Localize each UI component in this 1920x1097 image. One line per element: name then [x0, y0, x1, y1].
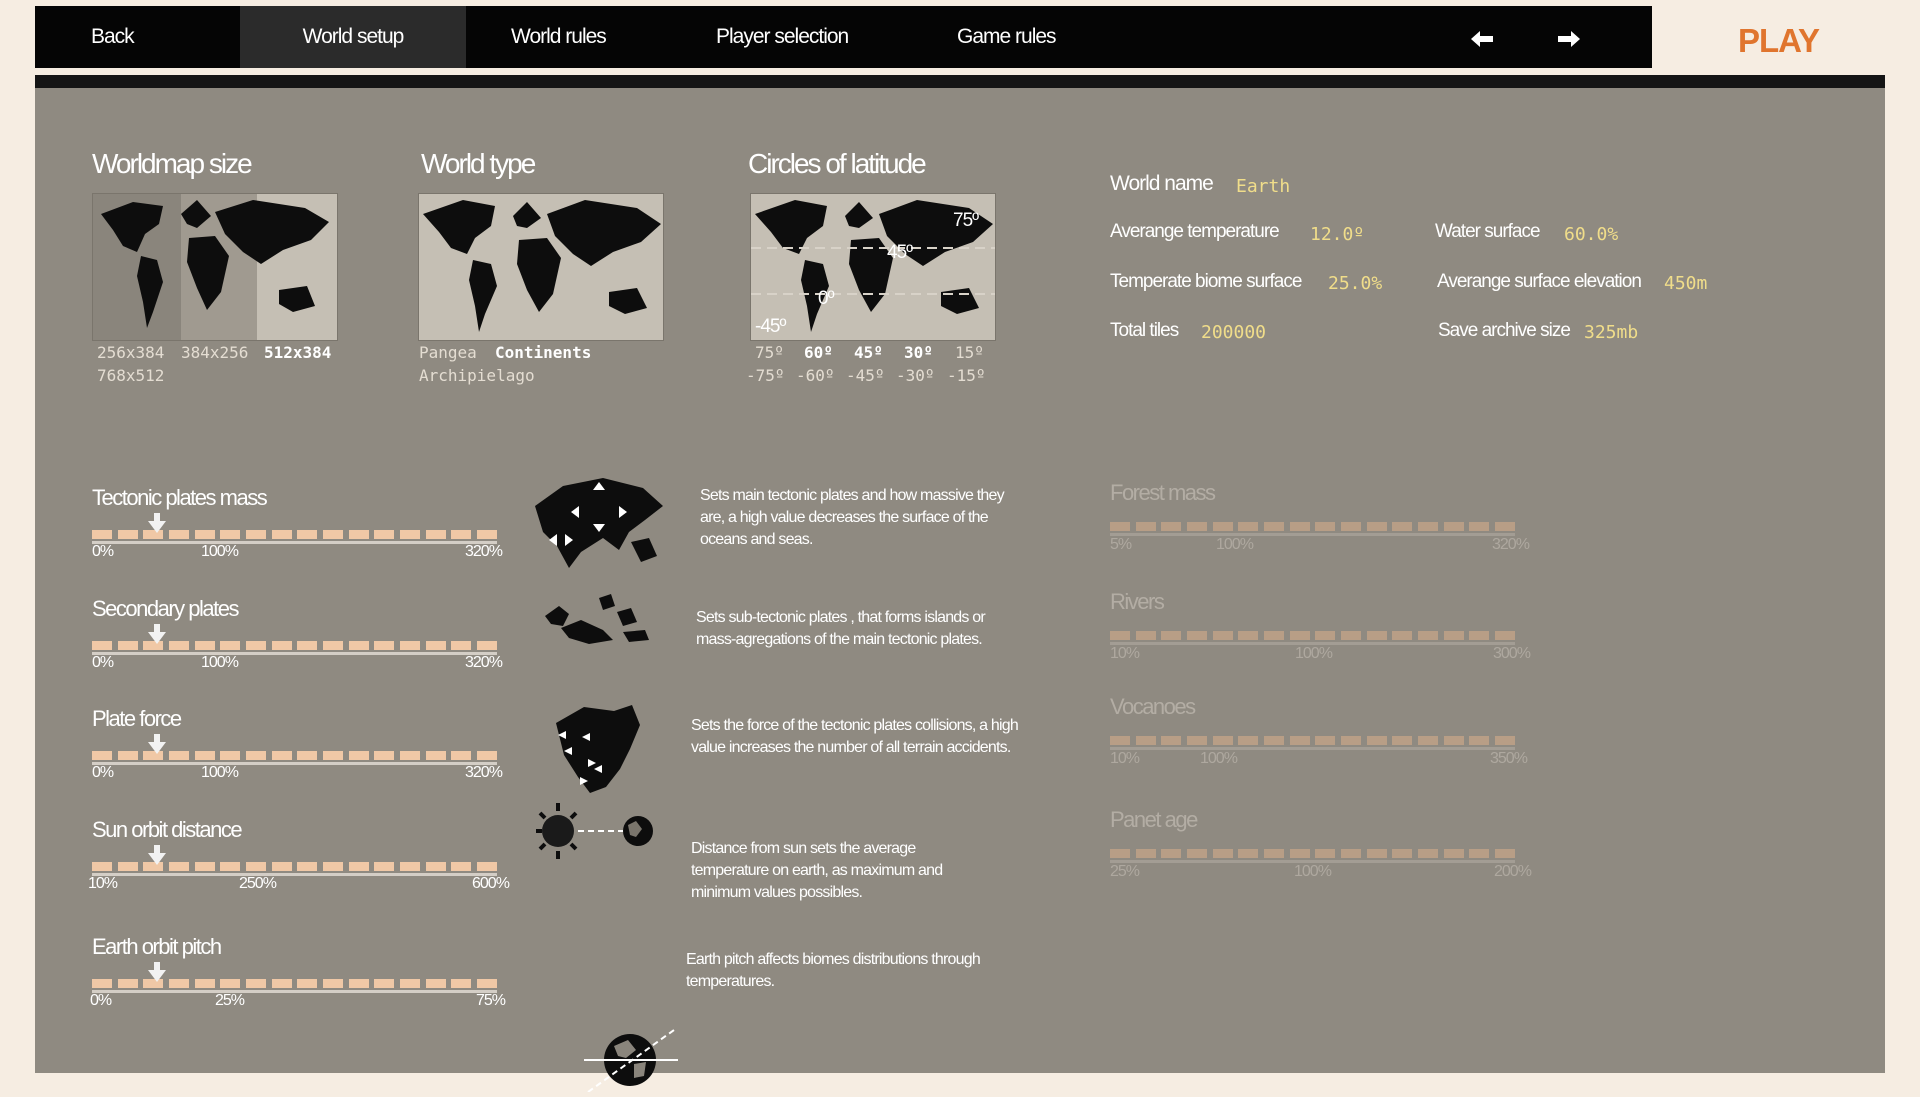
slider-segment: [195, 862, 215, 871]
latitude-option-30[interactable]: 30º: [904, 343, 933, 362]
slider-segment: [1367, 849, 1387, 858]
slider-baseline: [1110, 533, 1515, 536]
plate-force-slider-handle[interactable]: [148, 742, 166, 754]
worldmap-size-preview: [92, 193, 338, 341]
slider-segment: [1110, 736, 1130, 745]
slider-segment: [1264, 849, 1284, 858]
secondary-plates-description: Sets sub-tectonic plates , that forms islands or mass-agregations of the main tectonic plates.: [696, 609, 985, 648]
slider-segment: [246, 641, 266, 650]
slider-baseline: [92, 652, 497, 655]
slider-segment: [92, 979, 112, 988]
slider-segment: [1315, 849, 1335, 858]
water-surface-label: Water surface: [1435, 221, 1540, 242]
slider-segment: [1110, 849, 1130, 858]
slider-segment: [1290, 849, 1310, 858]
slider-segment: [1418, 631, 1438, 640]
sun-orbit-tick-0: 10%: [88, 875, 118, 892]
world-type-option-pangea[interactable]: Pangea: [419, 343, 477, 362]
globe-tilt-icon: [584, 1028, 680, 1097]
slider-segment: [246, 862, 266, 871]
rivers-slider: [1110, 631, 1515, 643]
planet-age-tick-1: 100%: [1294, 863, 1331, 880]
slider-segment: [349, 751, 369, 760]
slider-segment: [1444, 631, 1464, 640]
earth-pitch-tick-2: 75%: [476, 992, 506, 1009]
slider-segment: [1341, 522, 1361, 531]
slider-segment: [1238, 522, 1258, 531]
slider-segment: [1495, 849, 1515, 858]
slider-segment: [323, 979, 343, 988]
sun-orbit-label: Sun orbit distance: [92, 817, 242, 842]
earth-pitch-tick-1: 25%: [215, 992, 245, 1009]
slider-segment: [426, 862, 446, 871]
latitude-label-minus45: -45º: [755, 316, 786, 337]
slider-segment: [1161, 631, 1181, 640]
tectonic-plates-tick-0: 0%: [92, 543, 114, 560]
plate-force-icon: [550, 703, 650, 802]
map-size-option-256x384[interactable]: 256x384: [97, 343, 165, 362]
forest-mass-tick-2: 320%: [1492, 536, 1529, 553]
slider-segment: [118, 979, 138, 988]
earth-pitch-description: Earth pitch affects biomes distributions through temperatures.: [686, 951, 980, 990]
slider-baseline: [1110, 747, 1515, 750]
tab-player-selection[interactable]: Player selection: [716, 25, 849, 48]
slider-segment: [400, 530, 420, 539]
slider-segment: [1161, 849, 1181, 858]
world-type-option-continents[interactable]: Continents: [495, 343, 592, 362]
plate-force-tick-2: 320%: [465, 764, 502, 781]
world-type-preview: [418, 193, 664, 341]
slider-segment: [1136, 849, 1156, 858]
slider-segment: [272, 979, 292, 988]
slider-segment: [1290, 631, 1310, 640]
slider-segment: [426, 751, 446, 760]
planet-age-tick-0: 25%: [1110, 863, 1140, 880]
slider-segment: [195, 530, 215, 539]
slider-segment: [1213, 849, 1233, 858]
latitude-title: Circles of latitude: [748, 148, 925, 179]
slider-segment: [272, 641, 292, 650]
plate-force-tick-1: 100%: [201, 764, 238, 781]
slider-segment: [1315, 631, 1335, 640]
slider-segment: [118, 530, 138, 539]
rivers-tick-1: 100%: [1295, 645, 1332, 662]
slider-segment: [1136, 522, 1156, 531]
tectonic-plates-label: Tectonic plates mass: [92, 485, 267, 510]
slider-segment: [1161, 736, 1181, 745]
slider-segment: [220, 979, 240, 988]
avg-elevation-value: 450m: [1664, 273, 1708, 294]
temperate-biome-value: 25.0%: [1328, 273, 1383, 294]
slider-segment: [297, 751, 317, 760]
slider-segment: [195, 751, 215, 760]
forest-mass-slider: [1110, 522, 1515, 534]
slider-segment: [1161, 522, 1181, 531]
slider-segment: [451, 862, 471, 871]
slider-segment: [169, 530, 189, 539]
world-setup-panel: [35, 75, 1885, 1073]
slider-segment: [323, 530, 343, 539]
sun-orbit-description: Distance from sun sets the average temperature on earth, as maximum and minimum values possibles.: [691, 840, 943, 901]
slider-segment: [374, 862, 394, 871]
slider-segment: [1290, 522, 1310, 531]
slider-segment: [1367, 522, 1387, 531]
slider-segment: [1495, 736, 1515, 745]
world-name-value[interactable]: Earth: [1236, 176, 1291, 197]
slider-segment: [1418, 522, 1438, 531]
slider-segment: [477, 751, 497, 760]
slider-segment: [400, 751, 420, 760]
slider-segment: [1264, 736, 1284, 745]
plate-force-slider-handle-stem[interactable]: [154, 734, 160, 742]
sun-orbit-slider-handle[interactable]: [148, 853, 166, 865]
tab-game-rules[interactable]: Game rules: [957, 25, 1056, 48]
slider-segment: [426, 641, 446, 650]
earth-pitch-slider-handle[interactable]: [148, 970, 166, 982]
avg-temperature-value: 12.0º: [1310, 224, 1365, 245]
slider-segment: [349, 641, 369, 650]
slider-segment: [349, 530, 369, 539]
slider-segment: [477, 530, 497, 539]
latitude-option-75[interactable]: 75º: [755, 343, 784, 362]
slider-segment: [220, 641, 240, 650]
slider-segment: [1136, 631, 1156, 640]
slider-segment: [374, 530, 394, 539]
volcanoes-tick-2: 350%: [1490, 750, 1527, 767]
slider-segment: [451, 530, 471, 539]
slider-segment: [349, 979, 369, 988]
slider-segment: [92, 862, 112, 871]
slider-segment: [1187, 736, 1207, 745]
slider-segment: [374, 751, 394, 760]
tab-world-rules[interactable]: World rules: [511, 25, 606, 48]
tab-world-setup[interactable]: World setup: [240, 6, 466, 68]
slider-segment: [400, 979, 420, 988]
slider-segment: [297, 862, 317, 871]
slider-segment: [246, 979, 266, 988]
slider-segment: [1315, 522, 1335, 531]
slider-segment: [195, 979, 215, 988]
slider-segment: [1110, 631, 1130, 640]
slider-segment: [451, 979, 471, 988]
volcanoes-label: Vocanoes: [1110, 694, 1195, 719]
temperate-biome-label: Temperate biome surface: [1110, 271, 1302, 292]
latitude-label-75: 75º: [953, 210, 979, 231]
slider-segment: [323, 862, 343, 871]
latitude-label-0: 0º: [818, 288, 834, 309]
earth-pitch-tick-0: 0%: [90, 992, 112, 1009]
planet-age-slider: [1110, 849, 1515, 861]
slider-segment: [1444, 522, 1464, 531]
secondary-plates-label: Secondary plates: [92, 596, 238, 621]
latitude-option-minus15[interactable]: -15º: [947, 366, 986, 385]
slider-segment: [1469, 631, 1489, 640]
slider-segment: [195, 641, 215, 650]
slider-segment: [92, 530, 112, 539]
slider-segment: [477, 979, 497, 988]
volcanoes-tick-1: 100%: [1200, 750, 1237, 767]
slider-segment: [92, 641, 112, 650]
slider-segment: [400, 862, 420, 871]
sun-orbit-slider-handle-stem[interactable]: [154, 845, 160, 853]
plate-force-description: Sets the force of the tectonic plates collisions, a high value increases the number of all terrain accidents.: [691, 717, 1018, 756]
slider-segment: [477, 862, 497, 871]
slider-segment: [1367, 736, 1387, 745]
rivers-label: Rivers: [1110, 589, 1164, 614]
slider-segment: [1444, 849, 1464, 858]
back-tab[interactable]: Back: [91, 25, 134, 48]
slider-segment: [349, 862, 369, 871]
rivers-tick-2: 300%: [1493, 645, 1530, 662]
forest-mass-label: Forest mass: [1110, 480, 1215, 505]
slider-segment: [1341, 849, 1361, 858]
slider-segment: [1444, 736, 1464, 745]
avg-elevation-label: Averange surface elevation: [1437, 271, 1641, 292]
latitude-option-minus45[interactable]: -45º: [846, 366, 885, 385]
volcanoes-slider: [1110, 736, 1515, 748]
plate-force-tick-0: 0%: [92, 764, 114, 781]
slider-segment: [169, 979, 189, 988]
slider-segment: [1238, 631, 1258, 640]
latitude-option-60[interactable]: 60º: [804, 343, 833, 362]
total-tiles-label: Total tiles: [1110, 320, 1179, 341]
map-size-option-768x512[interactable]: 768x512: [97, 366, 165, 385]
slider-segment: [477, 641, 497, 650]
map-size-option-384x256[interactable]: 384x256: [181, 343, 249, 362]
rivers-tick-0: 10%: [1110, 645, 1140, 662]
slider-segment: [92, 751, 112, 760]
avg-temperature-label: Averange temperature: [1110, 221, 1279, 242]
slider-baseline: [92, 762, 497, 765]
slider-baseline: [92, 990, 497, 993]
secondary-plates-slider-handle[interactable]: [148, 632, 166, 644]
slider-baseline: [92, 541, 497, 544]
slider-segment: [272, 862, 292, 871]
slider-segment: [1264, 631, 1284, 640]
slider-segment: [400, 641, 420, 650]
slider-baseline: [92, 873, 497, 876]
slider-segment: [272, 530, 292, 539]
sun-orbit-tick-2: 600%: [472, 875, 509, 892]
tectonic-plates-tick-2: 320%: [465, 543, 502, 560]
slider-segment: [1469, 736, 1489, 745]
slider-segment: [246, 530, 266, 539]
slider-segment: [1187, 849, 1207, 858]
slider-segment: [169, 641, 189, 650]
top-navigation-bar: [35, 6, 1652, 68]
latitude-option-15[interactable]: 15º: [955, 343, 984, 362]
left-arrow-icon[interactable]: [1462, 6, 1502, 68]
secondary-plates-tick-0: 0%: [92, 654, 114, 671]
water-surface-value: 60.0%: [1564, 224, 1619, 245]
slider-segment: [169, 862, 189, 871]
slider-segment: [1469, 522, 1489, 531]
sun-orbit-tick-1: 250%: [239, 875, 276, 892]
slider-segment: [1341, 631, 1361, 640]
world-type-title: World type: [421, 148, 535, 179]
tectonic-plates-description: Sets main tectonic plates and how massive they are, a high value decreases the surface of the oceans and seas.: [700, 487, 1004, 548]
slider-segment: [1341, 736, 1361, 745]
earth-pitch-label: Earth orbit pitch: [92, 934, 221, 959]
slider-segment: [1264, 522, 1284, 531]
tectonic-plates-slider-handle-stem[interactable]: [154, 513, 160, 521]
forest-mass-tick-0: 5%: [1110, 536, 1132, 553]
slider-segment: [374, 641, 394, 650]
slider-segment: [1213, 631, 1233, 640]
slider-segment: [1187, 631, 1207, 640]
slider-segment: [1136, 736, 1156, 745]
slider-segment: [1187, 522, 1207, 531]
slider-segment: [374, 979, 394, 988]
slider-segment: [297, 979, 317, 988]
tectonic-plates-icon: [533, 476, 668, 577]
total-tiles-value: 200000: [1201, 322, 1267, 343]
latitude-option-45[interactable]: 45º: [854, 343, 883, 362]
secondary-plates-tick-2: 320%: [465, 654, 502, 671]
slider-segment: [426, 979, 446, 988]
save-archive-value: 325mb: [1584, 322, 1639, 343]
slider-segment: [1213, 522, 1233, 531]
slider-segment: [272, 751, 292, 760]
planet-age-label: Panet age: [1110, 807, 1197, 832]
slider-segment: [1392, 849, 1412, 858]
slider-segment: [426, 530, 446, 539]
slider-segment: [1315, 736, 1335, 745]
sun-earth-icon: [532, 803, 656, 864]
slider-segment: [297, 530, 317, 539]
slider-segment: [220, 751, 240, 760]
slider-segment: [1418, 849, 1438, 858]
latitude-label-45: 45º: [887, 242, 913, 263]
slider-segment: [220, 862, 240, 871]
slider-segment: [1392, 736, 1412, 745]
slider-segment: [451, 641, 471, 650]
slider-segment: [297, 641, 317, 650]
save-archive-label: Save archive size: [1438, 320, 1570, 341]
slider-segment: [1213, 736, 1233, 745]
slider-segment: [1495, 631, 1515, 640]
slider-segment: [118, 862, 138, 871]
latitude-option-minus60[interactable]: -60º: [796, 366, 835, 385]
earth-pitch-slider-handle-stem[interactable]: [154, 962, 160, 970]
latitude-option-minus30[interactable]: -30º: [896, 366, 935, 385]
secondary-plates-tick-1: 100%: [201, 654, 238, 671]
slider-segment: [1392, 522, 1412, 531]
forest-mass-tick-1: 100%: [1216, 536, 1253, 553]
slider-segment: [1495, 522, 1515, 531]
latitude-option-minus75[interactable]: -75º: [746, 366, 785, 385]
slider-segment: [1290, 736, 1310, 745]
slider-segment: [118, 641, 138, 650]
world-type-option-archipielago[interactable]: Archipielago: [419, 366, 535, 385]
slider-segment: [220, 530, 240, 539]
worldmap-size-title: Worldmap size: [92, 148, 251, 179]
map-size-option-512x384[interactable]: 512x384: [264, 343, 332, 362]
slider-segment: [1469, 849, 1489, 858]
tectonic-plates-slider-handle[interactable]: [148, 521, 166, 533]
plate-force-label: Plate force: [92, 706, 181, 731]
world-name-label: World name: [1110, 172, 1213, 195]
slider-segment: [323, 751, 343, 760]
secondary-plates-slider-handle-stem[interactable]: [154, 624, 160, 632]
right-arrow-icon[interactable]: [1549, 6, 1589, 68]
slider-segment: [323, 641, 343, 650]
slider-segment: [1418, 736, 1438, 745]
slider-segment: [1238, 849, 1258, 858]
slider-segment: [1238, 736, 1258, 745]
slider-segment: [1367, 631, 1387, 640]
volcanoes-tick-0: 10%: [1110, 750, 1140, 767]
slider-segment: [451, 751, 471, 760]
slider-segment: [169, 751, 189, 760]
tectonic-plates-tick-1: 100%: [201, 543, 238, 560]
slider-segment: [1392, 631, 1412, 640]
planet-age-tick-2: 200%: [1494, 863, 1531, 880]
islands-icon: [541, 594, 651, 651]
slider-segment: [1110, 522, 1130, 531]
slider-segment: [118, 751, 138, 760]
play-button[interactable]: PLAY: [1738, 22, 1819, 59]
slider-segment: [246, 751, 266, 760]
